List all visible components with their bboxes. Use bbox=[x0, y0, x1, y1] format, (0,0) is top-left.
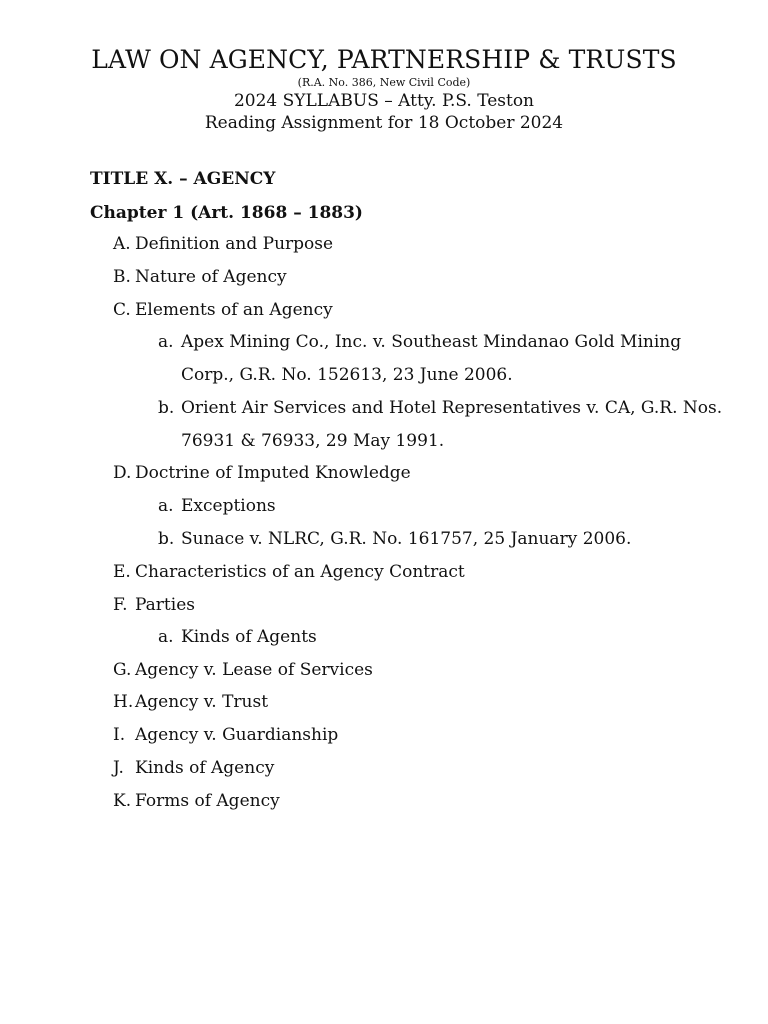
outline-text: Agency v. Trust bbox=[135, 692, 269, 712]
outline-marker: G. bbox=[113, 660, 132, 680]
outline-marker: a. bbox=[158, 627, 174, 647]
outline-marker: I. bbox=[113, 725, 126, 745]
syllabus-line: 2024 SYLLABUS – Atty. P.S. Teston bbox=[233, 91, 535, 111]
reading-assignment-line: Reading Assignment for 18 October 2024 bbox=[204, 113, 564, 133]
outline-text: Kinds of Agents bbox=[181, 627, 317, 647]
outline-text: Elements of an Agency bbox=[135, 300, 333, 320]
outline-text: Definition and Purpose bbox=[135, 234, 334, 254]
outline-text: Characteristics of an Agency Contract bbox=[135, 562, 465, 582]
case-citation-line-1: Orient Air Services and Hotel Representatives v. CA, G.R. Nos. bbox=[181, 398, 723, 418]
outline-text: Kinds of Agency bbox=[135, 758, 275, 778]
outline-text: Agency v. Lease of Services bbox=[135, 660, 373, 680]
outline-marker: a. bbox=[158, 496, 174, 516]
outline-text: Forms of Agency bbox=[135, 791, 280, 811]
case-citation-line-1: Apex Mining Co., Inc. v. Southeast Mindanao Gold Mining bbox=[181, 332, 682, 352]
document-subtitle: (R.A. No. 386, New Civil Code) bbox=[297, 76, 471, 89]
outline-marker: a. bbox=[158, 332, 174, 352]
outline-text: Parties bbox=[135, 595, 195, 615]
outline-text: Exceptions bbox=[181, 496, 276, 516]
outline-marker: A. bbox=[113, 234, 131, 254]
outline-marker: D. bbox=[113, 463, 132, 483]
outline-marker: E. bbox=[113, 562, 131, 582]
outline-marker: b. bbox=[158, 398, 175, 418]
outline-marker: H. bbox=[113, 692, 134, 712]
case-citation-line-2: 76931 & 76933, 29 May 1991. bbox=[181, 431, 445, 451]
case-citation-line-2: Corp., G.R. No. 152613, 23 June 2006. bbox=[181, 365, 513, 385]
outline-marker: B. bbox=[113, 267, 131, 287]
outline-text: Nature of Agency bbox=[135, 267, 287, 287]
outline-marker: F. bbox=[113, 595, 128, 615]
document-title: LAW ON AGENCY, PARTNERSHIP & TRUSTS bbox=[91, 45, 677, 74]
outline-marker: C. bbox=[113, 300, 131, 320]
outline-marker: b. bbox=[158, 529, 175, 549]
outline-text: Doctrine of Imputed Knowledge bbox=[135, 463, 411, 483]
chapter-heading: Chapter 1 (Art. 1868 – 1883) bbox=[90, 203, 363, 223]
title-heading: TITLE X. – AGENCY bbox=[90, 169, 276, 189]
outline-marker: J. bbox=[113, 758, 124, 778]
outline-marker: K. bbox=[113, 791, 132, 811]
outline-text: Agency v. Guardianship bbox=[135, 725, 339, 745]
case-citation: Sunace v. NLRC, G.R. No. 161757, 25 January 2006. bbox=[181, 529, 632, 549]
